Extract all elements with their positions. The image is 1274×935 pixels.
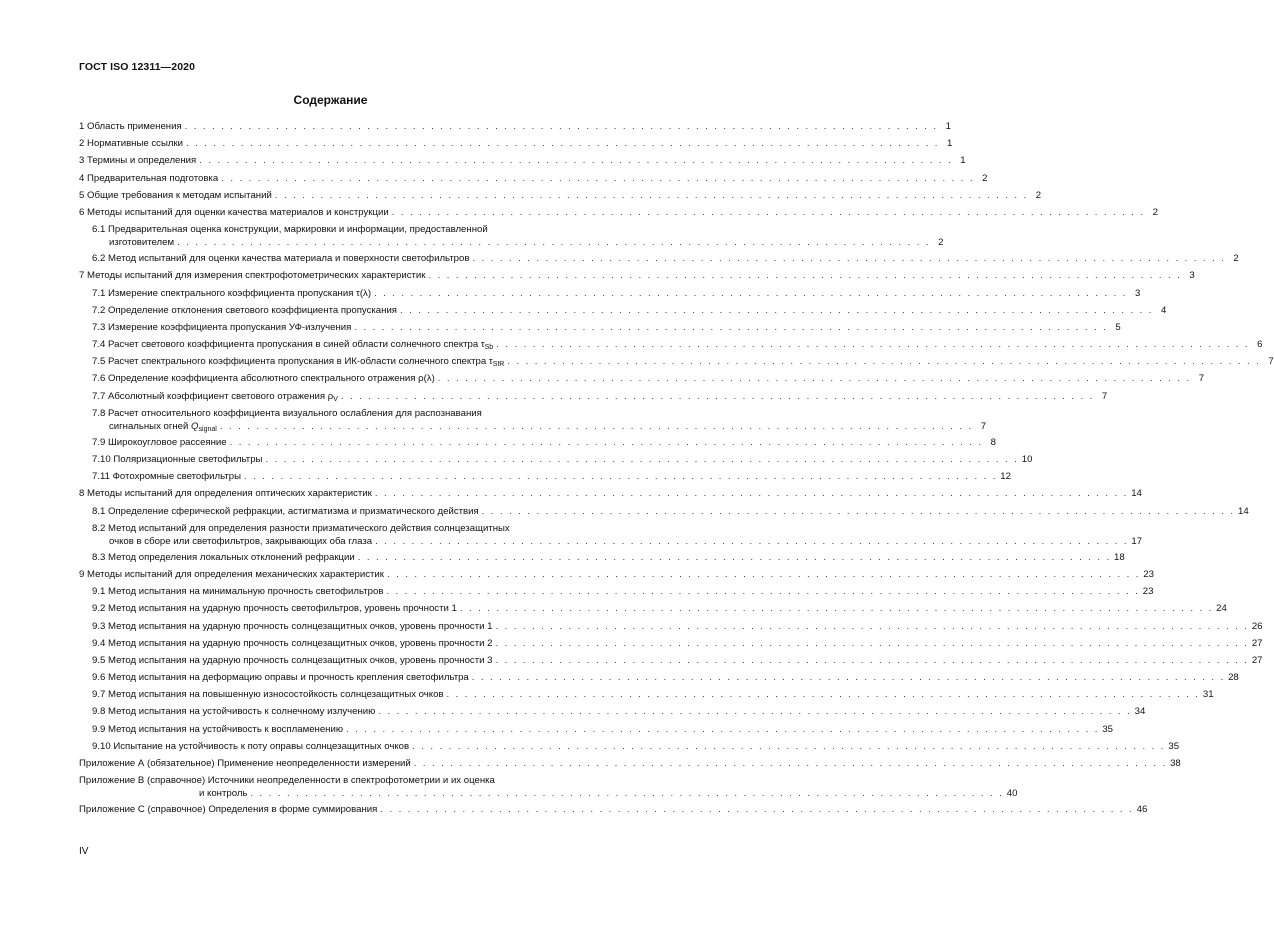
toc-entry-continuation-text: сигнальных огней: [109, 420, 192, 432]
toc-entry-text: [92, 522, 510, 535]
dot-leader: . . . . . . . . . . . . . . . . . . . . . . . . . . . . . . . . . . . . . . . . . . . . . . . . . . . . . . . . . . . . . . . . . . . . . . . . . . . . . . . . . . .: [412, 740, 1166, 752]
toc-entry-text: [92, 319, 351, 336]
toc-entry[interactable]: [79, 549, 1125, 566]
toc-entry-continuation: [92, 236, 174, 250]
toc-entry-page: 31: [1202, 689, 1214, 701]
toc-entry[interactable]: [79, 204, 1159, 221]
dot-leader: . . . . . . . . . . . . . . . . . . . . . . . . . . . . . . . . . . . . . . . . . . . . . . . . . . . . . . . . . . . . . . . . . . . . . . . . . . . . . . . . . . .: [391, 206, 1146, 218]
dot-leader: . . . . . . . . . . . . . . . . . . . . . . . . . . . . . . . . . . . . . . . . . . . . . . . . . . . . . . . . . . . . . . . . . . . . . . . . . . . . . . . . . . .: [186, 138, 940, 150]
toc-entry-page: 27: [1251, 637, 1263, 649]
dot-leader: . . . . . . . . . . . . . . . . . . . . . . . . . . . . . . . . . . . . . . . . . . . . . . . . . . . . . . . . . . . . . . . . . . . . . . . . . . . . . . . . . . .: [357, 551, 1112, 563]
dot-leader: . . . . . . . . . . . . . . . . . . . . . . . . . . . . . . . . . . . . . . . . . . . . . . . . . . . . . . . . . . . . . . . . . . . . . . . . . . . . . . . . . . .: [265, 454, 1019, 465]
toc-entry-number: 7.8: [92, 407, 106, 419]
toc-entry[interactable]: [79, 451, 1033, 468]
dot-leader: . . . . . . . . . . . . . . . . . . . . . . . . . . . . . . . . . . . . . . . . . . . . . . . . . . . . . . . . . . . . . . . . . . . . . . . . . . . . . . . . . . .: [374, 488, 1129, 500]
toc-entry-text: [79, 118, 182, 135]
toc-entry-number: 9.6: [92, 672, 106, 684]
dot-leader: . . . . . . . . . . . . . . . . . . . . . . . . . . . . . . . . . . . . . . . . . . . . . . . . . . . . . . . . . . . . . . . . . . . . . . . . . . . . . . . . . . .: [471, 672, 1226, 684]
toc-entry[interactable]: [79, 721, 1114, 738]
toc-entry-page: 23: [1143, 568, 1154, 580]
toc-entry[interactable]: [79, 370, 1205, 387]
dot-leader: . . . . . . . . . . . . . . . . . . . . . . . . . . . . . . . . . . . . . . . . . . . . . . . . . . . . . . . . . . . . . . . . . . . . . . . . . . . . . . . . . . .: [243, 471, 998, 483]
toc-entry-title: Метод испытаний для оценки качества материала и поверхности светофильтров: [108, 253, 470, 265]
toc-entry-title: Методы испытаний для определения механических характеристик: [87, 568, 384, 580]
dot-leader: . . . . . . . . . . . . . . . . . . . . . . . . . . . . . . . . . . . . . . . . . . . . . . . . . . . . . . . . . . . . . . . . . . . . . . . . . . . . . . . . . . .: [184, 121, 938, 132]
toc-entry-number: 8.1: [92, 505, 106, 517]
toc-entry[interactable]: [79, 583, 1154, 600]
toc-entry-number: 7.7: [92, 390, 106, 402]
toc-entry-page: 1: [960, 155, 966, 167]
dot-leader: . . . . . . . . . . . . . . . . . . . . . . . . . . . . . . . . . . . . . . . . . . . . . . . . . . . . . . . . . . . . . . . . . . . . . . . . . . . . . . . . . . .: [495, 654, 1249, 666]
toc-entry[interactable]: [79, 170, 988, 187]
toc-entry-number: 7.11: [92, 471, 110, 483]
toc-entry-title: Абсолютный коэффициент светового отражения ρ: [108, 390, 334, 402]
dot-leader: . . . . . . . . . . . . . . . . . . . . . . . . . . . . . . . . . . . . . . . . . . . . . . . . . . . . . . . . . . . . . . . . . . . . . . . . . . . . . . . . . . .: [340, 390, 1095, 402]
toc-entry-page: 3: [1135, 287, 1141, 299]
toc-entry-text: [92, 302, 397, 319]
toc-entry[interactable]: [79, 187, 1042, 204]
dot-leader: . . . . . . . . . . . . . . . . . . . . . . . . . . . . . . . . . . . . . . . . . . . . . . . . . . . . . . . . . . . . . . . . . . . . . . . . . . . . . . . . . . .: [437, 373, 1192, 385]
toc-entry-title: Измерение спектрального коэффициента пропускания τ(λ): [108, 287, 372, 299]
toc-entry-page: 34: [1134, 706, 1146, 718]
toc-entry-title: Испытание на устойчивость к поту оправы солнцезащитных очков: [113, 740, 410, 752]
toc-entry-number: 9: [79, 568, 85, 580]
toc-entry-text: [92, 635, 493, 652]
toc-entry[interactable]: [79, 738, 1180, 755]
toc-entry-page: 40: [1006, 788, 1018, 800]
dot-leader: . . . . . . . . . . . . . . . . . . . . . . . . . . . . . . . . . . . . . . . . . . . . . . . . . . . . . . . . . . . . . . . . . . . . . . . . . . . . . . . . . . .: [495, 620, 1249, 632]
dot-leader: . . . . . . . . . . . . . . . . . . . . . . . . . . . . . . . . . . . . . . . . . . . . . . . . . . . . . . . . . . . . . . . . . . . . . . . . . . . . . . . . . . .: [374, 287, 1128, 299]
toc-entry-page: 10: [1021, 454, 1033, 465]
toc-entry-subscript: SIR: [492, 361, 505, 369]
toc-entry-page: 7: [1268, 356, 1274, 368]
dot-leader: . . . . . . . . . . . . . . . . . . . . . . . . . . . . . . . . . . . . . . . . . . . . . . . . . . . . . . . . . . . . . . . . . . . . . . . . . . . . . . . . . . .: [274, 189, 1029, 201]
toc-entry-number: 2: [79, 138, 85, 150]
toc-entry-page: 24: [1216, 603, 1227, 615]
toc-entry-page: 26: [1251, 620, 1263, 632]
toc-entry-number: 9.10: [92, 740, 111, 752]
toc-entry-title: Расчет светового коэффициента пропускания в синей области солнечного спектра τ: [108, 339, 485, 351]
toc-entry-subscript: signal: [198, 425, 217, 433]
toc-entry-text: [92, 618, 493, 635]
dot-leader: . . . . . . . . . . . . . . . . . . . . . . . . . . . . . . . . . . . . . . . . . . . . . . . . . . . . . . . . . . . . . . . . . . . . . . . . . . . . . . . . . . .: [380, 804, 1134, 816]
toc-entry-title: Приложение С (справочное) Определения в форме суммирования: [79, 804, 378, 816]
toc-entry[interactable]: [79, 618, 1263, 635]
toc-entry-title: Фотохромные светофильтры: [112, 471, 241, 483]
toc-entry-number: 6.2: [92, 253, 106, 265]
toc-entry-title: Метод определения локальных отклонений рефракции: [108, 551, 355, 563]
toc-entry-title: Широкоугловое рассеяние: [108, 436, 227, 448]
toc-entry-page: 8: [990, 436, 996, 448]
toc-entry-variable: Q: [191, 420, 199, 432]
page-number: IV: [79, 846, 89, 857]
toc-entry-title: Термины и определения: [87, 155, 197, 167]
toc-entry[interactable]: [79, 407, 987, 434]
dot-leader: . . . . . . . . . . . . . . . . . . . . . . . . . . . . . . . . . . . . . . . . . . . . . . . . . . . . . . . . . . . . . . . . . . . . . . . . . . . . . . . . . . .: [229, 436, 983, 448]
toc-entry-title: Метод испытания на деформацию оправы и прочность крепления светофильтра: [108, 672, 469, 684]
toc-entry-number: 9.2: [92, 603, 106, 615]
toc-entry[interactable]: [79, 319, 1121, 336]
toc-entry-title: Метод испытания на ударную прочность солнцезащитных очков, уровень прочности 1: [108, 620, 493, 632]
dot-leader: . . . . . . . . . . . . . . . . . . . . . . . . . . . . . . . . . . . . . . . . . . . . . . . . . . . . . . . . . . . . . . . . . . . . . . . . . . . . . . . . . . .: [386, 586, 1140, 598]
toc-entry-number: 6: [79, 206, 85, 218]
toc-entry-subscript: Sb: [484, 344, 494, 352]
dot-leader: . . . . . . . . . . . . . . . . . . . . . . . . . . . . . . . . . . . . . . . . . . . . . . . . . . . . . . . . . . . . . . . . . . . . . . . . . . . . . . . . . . .: [250, 788, 1004, 800]
toc-entry[interactable]: [79, 223, 944, 250]
toc-entry-title: Метод испытания на устойчивость к воспламенению: [108, 723, 344, 735]
toc-entry-page: 7: [1101, 390, 1108, 402]
toc-entry-number: 7.10: [92, 454, 111, 465]
toc-entry-page: 2: [1152, 206, 1159, 218]
toc-entry-title: Приложение А (обязательное) Применение неопределенности измерений: [79, 758, 411, 769]
toc-entry-title: Метод испытаний для определения разности призматического действия солнцезащитных: [108, 522, 510, 534]
toc-entry-number: 9.7: [92, 689, 106, 701]
dot-leader: . . . . . . . . . . . . . . . . . . . . . . . . . . . . . . . . . . . . . . . . . . . . . . . . . . . . . . . . . . . . . . . . . . . . . . . . . . . . . . . . . . .: [221, 172, 975, 184]
toc-entry-number: 7.3: [92, 321, 106, 333]
toc-entry-title: Метод испытания на устойчивость к солнечному излучению: [108, 706, 376, 718]
toc-entry-text: [79, 774, 495, 787]
toc-entry-page: 1: [945, 121, 951, 132]
toc-entry-text: [79, 135, 183, 152]
toc-entry-page: 2: [1035, 189, 1042, 201]
toc-entry-text: [92, 285, 371, 302]
toc-entry-continuation: [79, 787, 247, 801]
toc-entry-title: Расчет относительного коэффициента визуального ослабления для распознавания: [108, 407, 482, 419]
toc-entry[interactable]: [79, 152, 966, 169]
toc-entry-number: 7: [79, 270, 85, 282]
toc-entry-title: Область применения: [87, 121, 182, 132]
toc-entry[interactable]: [79, 250, 1239, 267]
dot-leader: . . . . . . . . . . . . . . . . . . . . . . . . . . . . . . . . . . . . . . . . . . . . . . . . . . . . . . . . . . . . . . . . . . . . . . . . . . . . . . . . . . .: [177, 237, 931, 249]
toc-entry-number: 9.8: [92, 706, 106, 718]
dot-leader: . . . . . . . . . . . . . . . . . . . . . . . . . . . . . . . . . . . . . . . . . . . . . . . . . . . . . . . . . . . . . . . . . . . . . . . . . . . . . . . . . . .: [199, 155, 953, 167]
toc-entry-text: [92, 468, 241, 485]
toc-entry-page: 14: [1237, 505, 1249, 517]
dot-leader: . . . . . . . . . . . . . . . . . . . . . . . . . . . . . . . . . . . . . . . . . . . . . . . . . . . . . . . . . . . . . . . . . . . . . . . . . . . . . . . . . . .: [496, 339, 1250, 351]
toc-entry-title: Предварительная оценка конструкции, маркировки и информации, предоставленной: [108, 224, 488, 236]
toc-entry-title: Определение коэффициента абсолютного спектрального отражения ρ(λ): [108, 373, 435, 385]
toc-entry-continuation-text: очков в сборе или светофильтров, закрывающих оба глаза: [109, 535, 373, 547]
toc-entry-number: 1: [79, 121, 85, 132]
toc-entry-text: [92, 703, 375, 720]
toc-entry-text: [92, 738, 409, 755]
toc-entry-text: [79, 755, 411, 772]
toc-entry[interactable]: [79, 388, 1108, 405]
toc-entry-title: Расчет спектрального коэффициента пропускания в ИК-области солнечного спектра τ: [108, 356, 493, 368]
toc-entry-text: [79, 267, 425, 284]
toc-entry-text: [79, 187, 272, 204]
toc-entry-number: 6.1: [92, 224, 106, 236]
toc-entry-title: Метод испытания на ударную прочность светофильтров, уровень прочности 1: [108, 603, 457, 615]
toc-entry-number: 9.4: [92, 637, 106, 649]
toc-entry-number: 7.1: [92, 287, 106, 299]
dot-leader: . . . . . . . . . . . . . . . . . . . . . . . . . . . . . . . . . . . . . . . . . . . . . . . . . . . . . . . . . . . . . . . . . . . . . . . . . . . . . . . . . . .: [346, 723, 1100, 735]
dot-leader: . . . . . . . . . . . . . . . . . . . . . . . . . . . . . . . . . . . . . . . . . . . . . . . . . . . . . . . . . . . . . . . . . . . . . . . . . . . . . . . . . . .: [219, 420, 974, 432]
toc-entry[interactable]: [79, 566, 1154, 583]
toc-entry-number: 9.5: [92, 654, 106, 666]
toc-entry-page: 6: [1257, 339, 1263, 351]
page-title: Содержание: [293, 93, 368, 107]
toc-entry[interactable]: [79, 600, 1227, 617]
toc-entry-text: [79, 566, 384, 583]
toc-entry[interactable]: [79, 503, 1249, 520]
toc-entry-text: [92, 600, 457, 617]
toc-entry-title: Поляризационные светофильтры: [113, 454, 263, 465]
toc-entry-text: [92, 721, 343, 738]
toc-entry-number: 8: [79, 488, 85, 500]
dot-leader: . . . . . . . . . . . . . . . . . . . . . . . . . . . . . . . . . . . . . . . . . . . . . . . . . . . . . . . . . . . . . . . . . . . . . . . . . . . . . . . . . . .: [378, 706, 1132, 718]
toc-entry-text: [92, 407, 482, 420]
toc-entry-number: 9.9: [92, 723, 106, 735]
toc-entry-page: 17: [1131, 535, 1143, 547]
toc-entry-continuation-text: и контроль: [199, 788, 248, 800]
toc-entry-text: [79, 801, 377, 818]
toc-entry[interactable]: [79, 302, 1167, 319]
toc-entry-page: 2: [982, 172, 988, 184]
toc-entry[interactable]: [79, 522, 1143, 549]
toc-entry-page: 35: [1168, 740, 1180, 752]
toc-entry[interactable]: [79, 635, 1263, 652]
toc-entry[interactable]: [79, 703, 1146, 720]
toc-entry-title: Нормативные ссылки: [87, 138, 184, 150]
dot-leader: . . . . . . . . . . . . . . . . . . . . . . . . . . . . . . . . . . . . . . . . . . . . . . . . . . . . . . . . . . . . . . . . . . . . . . . . . . . . . . . . . . .: [400, 304, 1154, 316]
toc-entry[interactable]: [79, 774, 1018, 801]
toc-entry-title: Метод испытания на ударную прочность солнцезащитных очков, уровень прочности 3: [108, 654, 493, 666]
toc-entry[interactable]: [79, 652, 1263, 669]
toc-entry-text: [92, 686, 444, 703]
toc-entry-title: Определение отклонения светового коэффициента пропускания: [108, 304, 397, 316]
toc-entry-number: 7.6: [92, 373, 106, 385]
table-of-contents: [79, 118, 1274, 818]
toc-entry[interactable]: [79, 353, 1274, 370]
toc-entry-text: [79, 152, 196, 169]
toc-entry-number: 7.9: [92, 436, 106, 448]
dot-leader: . . . . . . . . . . . . . . . . . . . . . . . . . . . . . . . . . . . . . . . . . . . . . . . . . . . . . . . . . . . . . . . . . . . . . . . . . . . . . . . . . . .: [413, 758, 1168, 769]
toc-entry-page: 3: [1189, 270, 1195, 282]
toc-entry-page: 7: [1198, 373, 1205, 385]
toc-entry-text: [79, 204, 389, 221]
dot-leader: . . . . . . . . . . . . . . . . . . . . . . . . . . . . . . . . . . . . . . . . . . . . . . . . . . . . . . . . . . . . . . . . . . . . . . . . . . . . . . . . . . .: [495, 637, 1249, 649]
toc-entry-page: 28: [1228, 672, 1239, 684]
toc-entry-page: 46: [1136, 804, 1148, 816]
toc-entry[interactable]: [79, 285, 1141, 302]
toc-entry-title: Метод испытания на повышенную износостойкость солнцезащитных очков: [108, 689, 444, 701]
dot-leader: . . . . . . . . . . . . . . . . . . . . . . . . . . . . . . . . . . . . . . . . . . . . . . . . . . . . . . . . . . . . . . . . . . . . . . . . . . . . . . . . . . .: [472, 253, 1226, 265]
toc-entry-text: [92, 370, 435, 387]
toc-entry-page: 4: [1160, 304, 1167, 316]
toc-entry-number: 7.4: [92, 339, 106, 351]
toc-entry-number: 9.3: [92, 620, 106, 632]
dot-leader: . . . . . . . . . . . . . . . . . . . . . . . . . . . . . . . . . . . . . . . . . . . . . . . . . . . . . . . . . . . . . . . . . . . . . . . . . . . . . . . . . . .: [386, 568, 1141, 580]
toc-entry-page: 27: [1251, 654, 1263, 666]
toc-entry-title: Приложение В (справочное) Источники неопределенности в спектрофотометрии и их оценка: [79, 775, 495, 787]
toc-entry-text: [92, 669, 469, 686]
toc-entry-page: 18: [1114, 551, 1125, 563]
toc-entry[interactable]: [79, 755, 1181, 772]
toc-entry-continuation: [92, 535, 372, 549]
toc-entry-page: 5: [1115, 321, 1121, 333]
dot-leader: . . . . . . . . . . . . . . . . . . . . . . . . . . . . . . . . . . . . . . . . . . . . . . . . . . . . . . . . . . . . . . . . . . . . . . . . . . . . . . . . . . .: [428, 270, 1182, 282]
toc-entry-number: 3: [79, 155, 85, 167]
toc-entry-text: [92, 451, 262, 468]
toc-entry[interactable]: [79, 336, 1263, 353]
toc-entry-title: Измерение коэффициента пропускания УФ-излучения: [108, 321, 352, 333]
toc-entry[interactable]: [79, 485, 1142, 502]
toc-entry-text: [92, 388, 338, 408]
toc-entry-title: Методы испытаний для определения оптических характеристик: [87, 488, 372, 500]
dot-leader: . . . . . . . . . . . . . . . . . . . . . . . . . . . . . . . . . . . . . . . . . . . . . . . . . . . . . . . . . . . . . . . . . . . . . . . . . . . . . . . . . . .: [354, 321, 1108, 333]
toc-entry-page: 23: [1142, 586, 1154, 598]
toc-entry-title: Методы испытаний для оценки качества материалов и конструкции: [87, 206, 389, 218]
toc-entry-title: Определение сферической рефракции, астигматизма и призматического действия: [108, 505, 479, 517]
toc-entry-text: [92, 549, 355, 566]
dot-leader: . . . . . . . . . . . . . . . . . . . . . . . . . . . . . . . . . . . . . . . . . . . . . . . . . . . . . . . . . . . . . . . . . . . . . . . . . . . . . . . . . . .: [459, 603, 1214, 615]
toc-entry-title: Методы испытаний для измерения спектрофотометрических характеристик: [87, 270, 426, 282]
toc-entry-number: 7.2: [92, 304, 106, 316]
toc-entry-text: [92, 503, 479, 520]
dot-leader: . . . . . . . . . . . . . . . . . . . . . . . . . . . . . . . . . . . . . . . . . . . . . . . . . . . . . . . . . . . . . . . . . . . . . . . . . . . . . . . . . . .: [446, 689, 1200, 701]
toc-entry-continuation-text: изготовителем: [109, 237, 175, 249]
toc-entry-page: 14: [1131, 488, 1142, 500]
standard-designation: ГОСТ ISO 12311—2020: [79, 61, 196, 73]
dot-leader: . . . . . . . . . . . . . . . . . . . . . . . . . . . . . . . . . . . . . . . . . . . . . . . . . . . . . . . . . . . . . . . . . . . . . . . . . . . . . . . . . . .: [507, 356, 1261, 368]
toc-entry-number: 8.3: [92, 551, 106, 563]
toc-entry[interactable]: [79, 267, 1195, 284]
toc-entry-title: Общие требования к методам испытаний: [87, 189, 272, 201]
toc-entry-text: [92, 434, 227, 451]
dot-leader: . . . . . . . . . . . . . . . . . . . . . . . . . . . . . . . . . . . . . . . . . . . . . . . . . . . . . . . . . . . . . . . . . . . . . . . . . . . . . . . . . . .: [481, 505, 1235, 517]
toc-entry-page: 38: [1170, 758, 1181, 769]
toc-entry[interactable]: [79, 118, 951, 135]
toc-entry-page: 7: [980, 420, 987, 432]
toc-entry[interactable]: [79, 686, 1214, 703]
toc-entry-subscript: V: [333, 395, 338, 403]
toc-entry-text: [79, 485, 372, 502]
toc-entry-number: 4: [79, 172, 85, 184]
toc-entry-page: 12: [1000, 471, 1011, 483]
toc-entry-title: Метод испытания на минимальную прочность светофильтров: [108, 586, 384, 598]
toc-entry[interactable]: [79, 669, 1239, 686]
toc-entry-page: 35: [1102, 723, 1114, 735]
toc-entry-text: [92, 223, 488, 236]
toc-entry-page: 1: [947, 138, 953, 150]
toc-entry-page: 2: [1233, 253, 1239, 265]
toc-entry-page: 2: [938, 237, 944, 249]
toc-entry-number: 8.2: [92, 522, 106, 534]
toc-entry[interactable]: [79, 468, 1011, 485]
toc-entry-text: [92, 250, 469, 267]
dot-leader: . . . . . . . . . . . . . . . . . . . . . . . . . . . . . . . . . . . . . . . . . . . . . . . . . . . . . . . . . . . . . . . . . . . . . . . . . . . . . . . . . . .: [375, 535, 1129, 547]
toc-entry-title: Метод испытания на ударную прочность солнцезащитных очков, уровень прочности 2: [108, 637, 493, 649]
toc-entry-title: Предварительная подготовка: [87, 172, 219, 184]
toc-entry-text: [92, 583, 383, 600]
toc-entry[interactable]: [79, 135, 953, 152]
toc-entry[interactable]: [79, 434, 996, 451]
toc-entry-text: [79, 170, 218, 187]
toc-entry-number: 9.1: [92, 586, 106, 598]
toc-entry[interactable]: [79, 801, 1148, 818]
toc-entry-text: [92, 652, 493, 669]
toc-entry-number: 7.5: [92, 356, 106, 368]
toc-entry-number: 5: [79, 189, 85, 201]
